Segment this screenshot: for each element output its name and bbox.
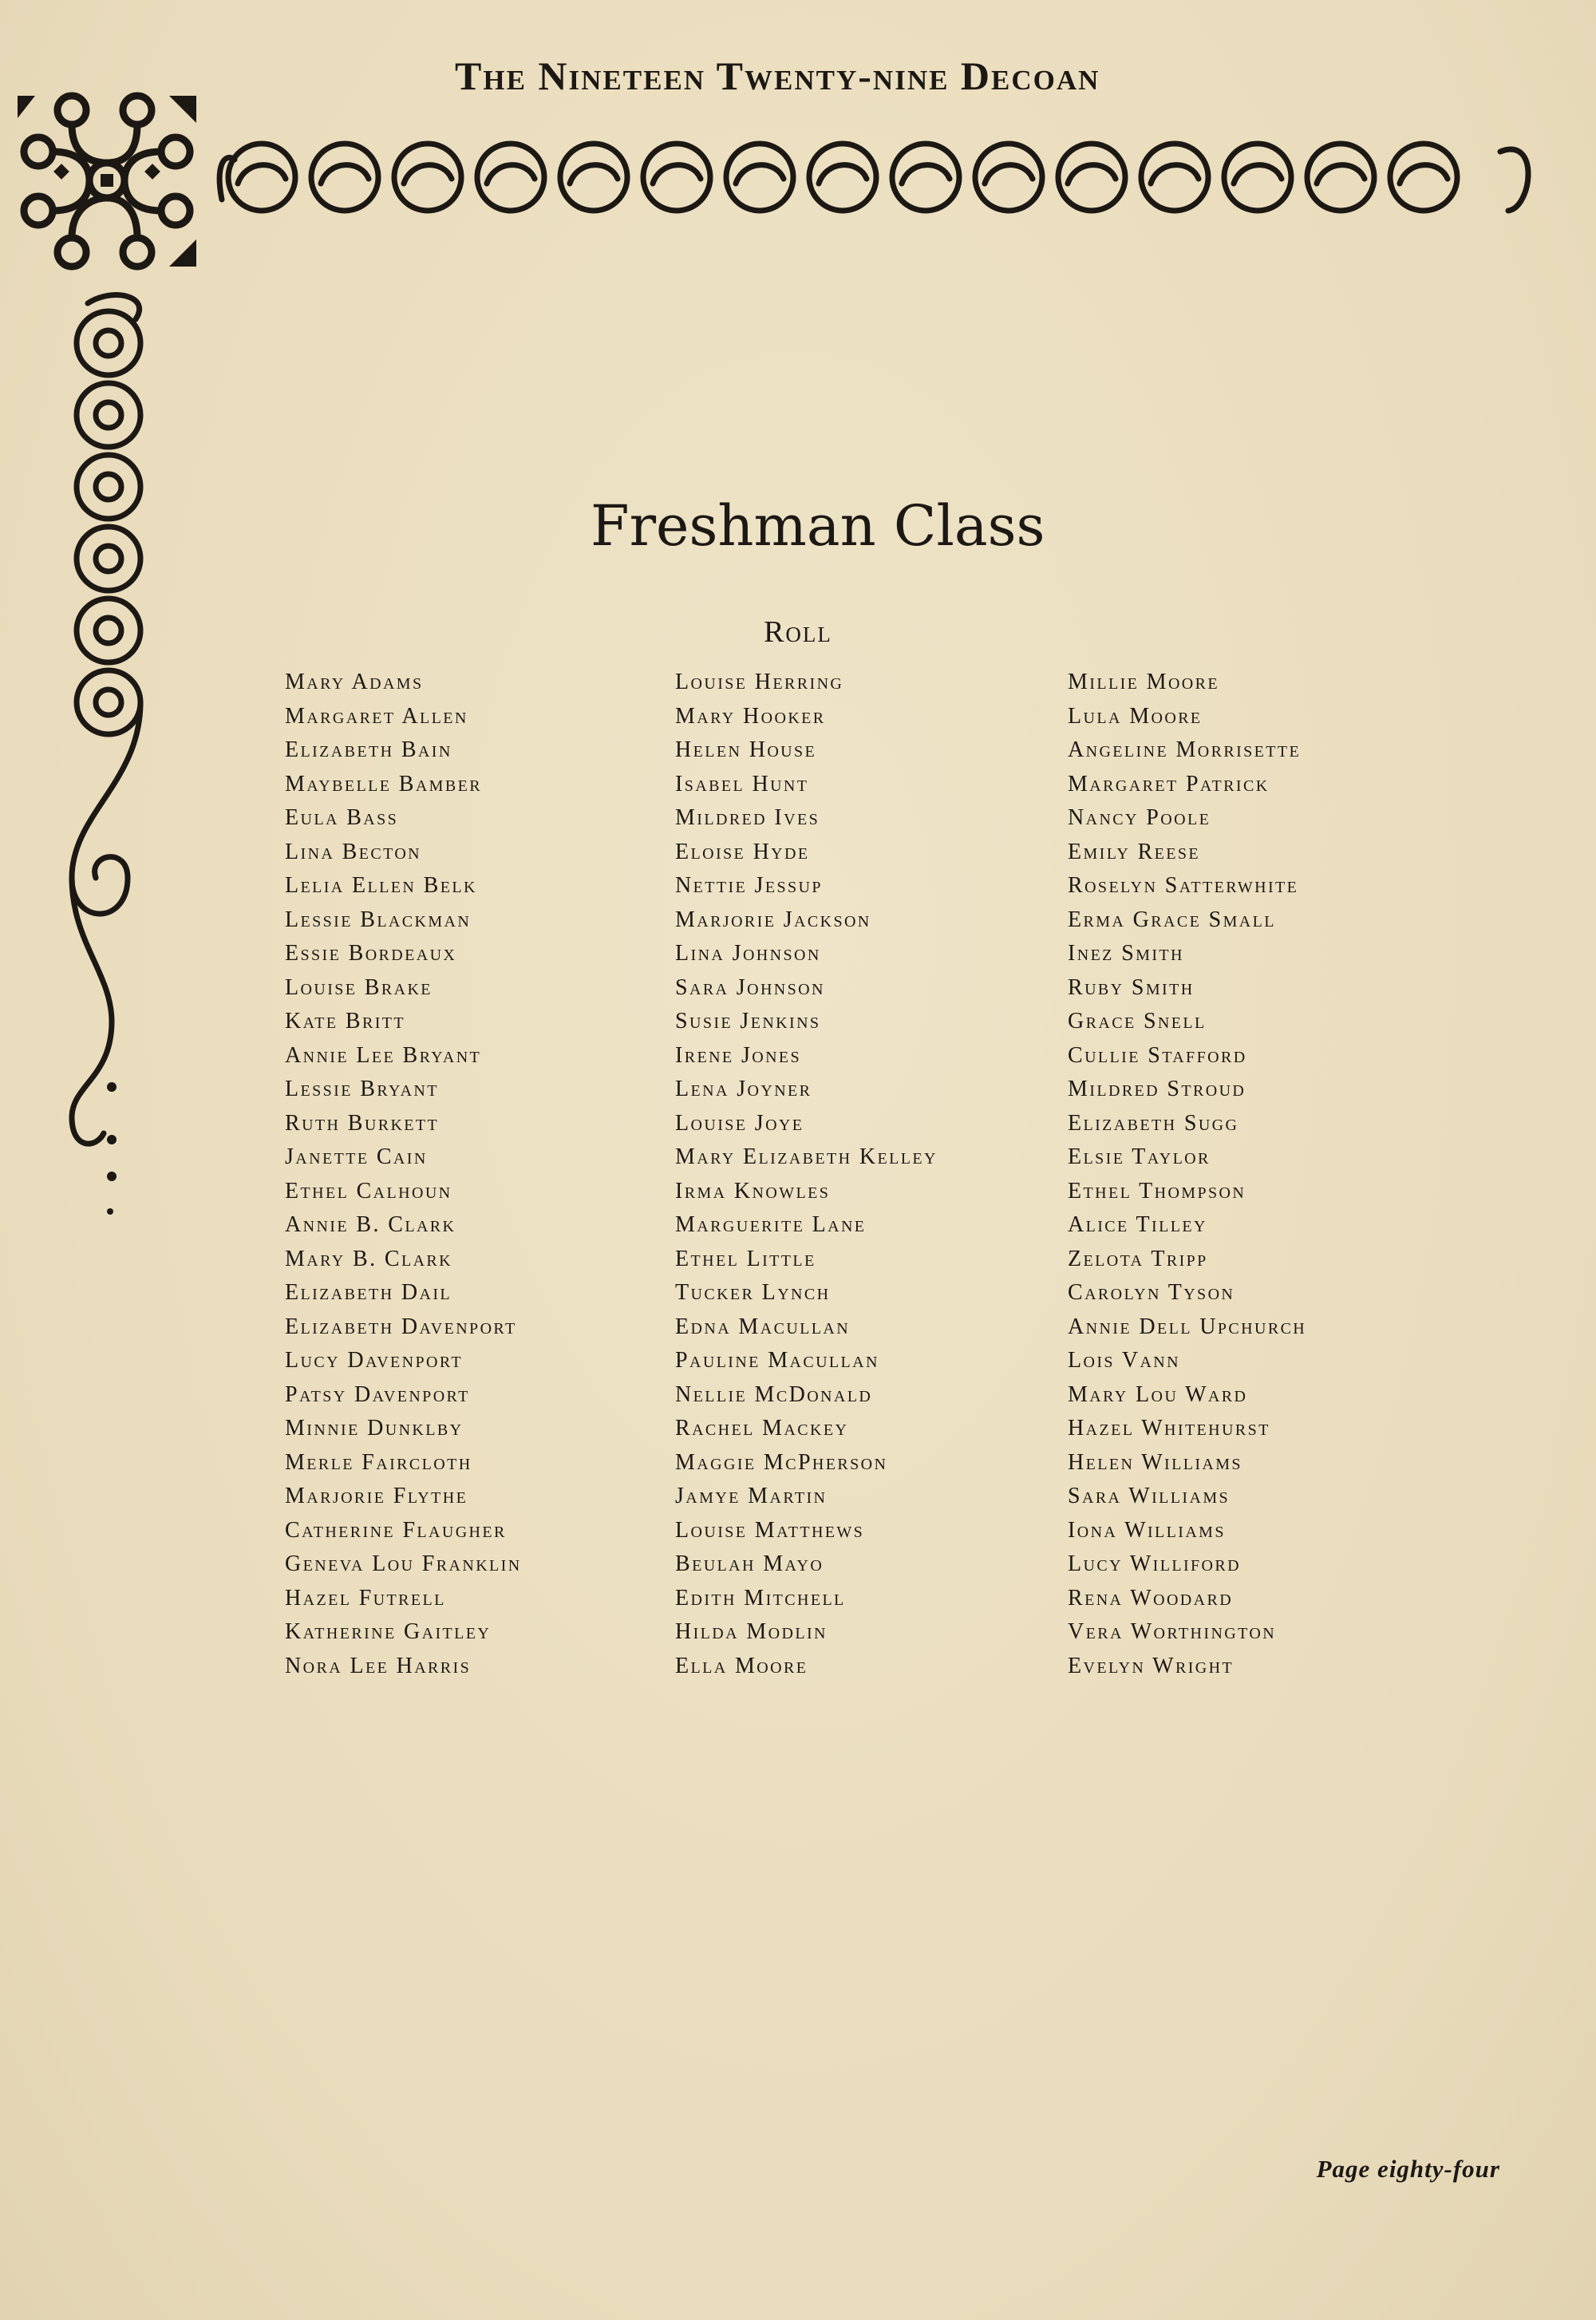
roll-name: Ruth Burkett: [285, 1110, 440, 1136]
roll-name: Mary B. Clark: [285, 1246, 453, 1271]
roll-name: Ethel Thompson: [1068, 1178, 1246, 1203]
roll-name: Elizabeth Bain: [285, 737, 452, 762]
roll-name: Nellie McDonald: [675, 1381, 873, 1407]
roll-name: Marguerite Lane: [675, 1212, 867, 1237]
roll-name: Iona Williams: [1068, 1517, 1226, 1543]
roll-name: Carolyn Tyson: [1068, 1280, 1235, 1305]
roll-name: Margaret Allen: [285, 703, 468, 729]
roll-name: Cullie Stafford: [1068, 1042, 1247, 1068]
roll-name: Vera Worthington: [1068, 1619, 1277, 1644]
roll-name: Essie Bordeaux: [285, 941, 457, 966]
roll-name: Mary Lou Ward: [1068, 1381, 1248, 1407]
roll-name: Elizabeth Davenport: [285, 1314, 517, 1339]
roll-name: Louise Herring: [675, 670, 844, 694]
roll-name: Lina Becton: [285, 839, 422, 864]
roll-name: Inez Smith: [1068, 941, 1184, 966]
roll-name: Emily Reese: [1068, 839, 1201, 864]
roll-name: Merle Faircloth: [285, 1449, 472, 1475]
roll-name: Roselyn Satterwhite: [1068, 873, 1299, 898]
roll-name: Hazel Futrell: [285, 1585, 446, 1611]
roll-name: Lelia Ellen Belk: [285, 873, 477, 898]
roll-name: Rachel Mackey: [675, 1416, 849, 1441]
roll-name: Sara Johnson: [675, 974, 825, 1000]
roll-name: Annie B. Clark: [285, 1212, 456, 1237]
roll-name: Eula Bass: [285, 805, 399, 830]
roll-name: Pauline Macullan: [675, 1348, 879, 1373]
roll-name: Eloise Hyde: [675, 839, 810, 864]
roll-name: Erma Grace Small: [1068, 907, 1276, 932]
roll-name: Beulah Mayo: [675, 1551, 824, 1576]
roll-name: Irma Knowles: [675, 1178, 831, 1203]
roll-name: Lula Moore: [1068, 703, 1203, 729]
roll-name: Janette Cain: [285, 1144, 428, 1169]
roll-name: Rena Woodard: [1068, 1585, 1234, 1611]
roll-column-2: [675, 666, 1050, 1683]
roll-name: Helen Williams: [1068, 1449, 1242, 1475]
roll-name: Nora Lee Harris: [285, 1653, 472, 1678]
roll-name: Patsy Davenport: [285, 1381, 470, 1407]
roll-name: Maybelle Bamber: [285, 771, 482, 796]
roll-name: Katherine Gaitley: [285, 1619, 492, 1644]
roll-name: Minnie Dunklby: [285, 1416, 464, 1441]
roll-name: Louise Joye: [675, 1110, 804, 1136]
roll-name: Isabel Hunt: [675, 771, 809, 796]
roll-name: Helen House: [675, 737, 817, 762]
roll-name: Geneva Lou Franklin: [285, 1551, 522, 1576]
roll-name: Annie Dell Upchurch: [1068, 1314, 1307, 1339]
roll-name: Lina Johnson: [675, 941, 821, 966]
roll-name: Millie Moore: [1068, 670, 1220, 694]
roll-name: Louise Brake: [285, 974, 433, 1000]
roll-name: Nettie Jessup: [675, 873, 823, 898]
roll-name: Ethel Calhoun: [285, 1178, 452, 1203]
roll-name: Susie Jenkins: [675, 1009, 821, 1034]
roll-name: Elsie Taylor: [1068, 1144, 1211, 1169]
roll-name: Angeline Morrisette: [1068, 737, 1302, 762]
roll-name: Grace Snell: [1068, 1009, 1207, 1034]
roll-column-1: [285, 666, 660, 1683]
roll-name: Irene Jones: [675, 1042, 802, 1068]
roll-name: Lessie Blackman: [285, 907, 472, 932]
roll-name: Lucy Williford: [1068, 1551, 1241, 1576]
roll-name: Mary Hooker: [675, 703, 826, 729]
roll-name: Ruby Smith: [1068, 974, 1195, 1000]
roll-name: Lucy Davenport: [285, 1348, 464, 1373]
roll-name: Maggie McPherson: [675, 1449, 888, 1475]
roll-column-3: [1068, 666, 1443, 1683]
roll-name: Hilda Modlin: [675, 1619, 828, 1644]
running-header: The Nineteen Twenty-nine Decoan: [455, 53, 1100, 98]
roll-name: Mildred Stroud: [1068, 1077, 1246, 1101]
roll-name: Edith Mitchell: [675, 1585, 846, 1611]
roll-name: Kate Britt: [285, 1009, 405, 1034]
roll-name: Alice Tilley: [1068, 1212, 1207, 1237]
chain-border-icon: [215, 128, 1537, 223]
roll-name: Nancy Poole: [1068, 805, 1211, 830]
roll-name: Lena Joyner: [675, 1077, 812, 1101]
roll-name: Hazel Whitehurst: [1068, 1416, 1270, 1441]
roll-name: Lois Vann: [1068, 1348, 1180, 1373]
side-scroll-border-icon: [64, 287, 160, 1245]
roll-name: Ethel Little: [675, 1246, 816, 1271]
corner-ornament-icon: [11, 83, 203, 278]
roll-name: Lessie Bryant: [285, 1077, 439, 1101]
roll-name: Catherine Flaugher: [285, 1517, 507, 1543]
roll-name: Annie Lee Bryant: [285, 1042, 482, 1068]
roll-name: Tucker Lynch: [675, 1280, 831, 1305]
roll-name: Jamye Martin: [675, 1484, 828, 1508]
roll-name: Marjorie Flythe: [285, 1484, 468, 1508]
roll-name: Mary Adams: [285, 670, 424, 694]
roll-name: Elizabeth Sugg: [1068, 1110, 1239, 1136]
page-number: Page eighty-four: [1316, 2155, 1500, 2183]
roll-name: Louise Matthews: [675, 1517, 865, 1543]
roll-name: Ella Moore: [675, 1653, 808, 1678]
roll-name: Sara Williams: [1068, 1484, 1231, 1508]
page-title: Freshman Class: [591, 493, 1045, 559]
roll-name: Margaret Patrick: [1068, 771, 1270, 796]
roll-name: Evelyn Wright: [1068, 1653, 1235, 1678]
roll-name: Zelota Tripp: [1068, 1246, 1208, 1271]
roll-heading: Roll: [764, 615, 832, 649]
roll-name: Marjorie Jackson: [675, 907, 871, 932]
roll-name: Edna Macullan: [675, 1314, 851, 1339]
roll-name: Elizabeth Dail: [285, 1280, 452, 1305]
roll-name: Mildred Ives: [675, 805, 820, 830]
roll-name: Mary Elizabeth Kelley: [675, 1144, 938, 1169]
